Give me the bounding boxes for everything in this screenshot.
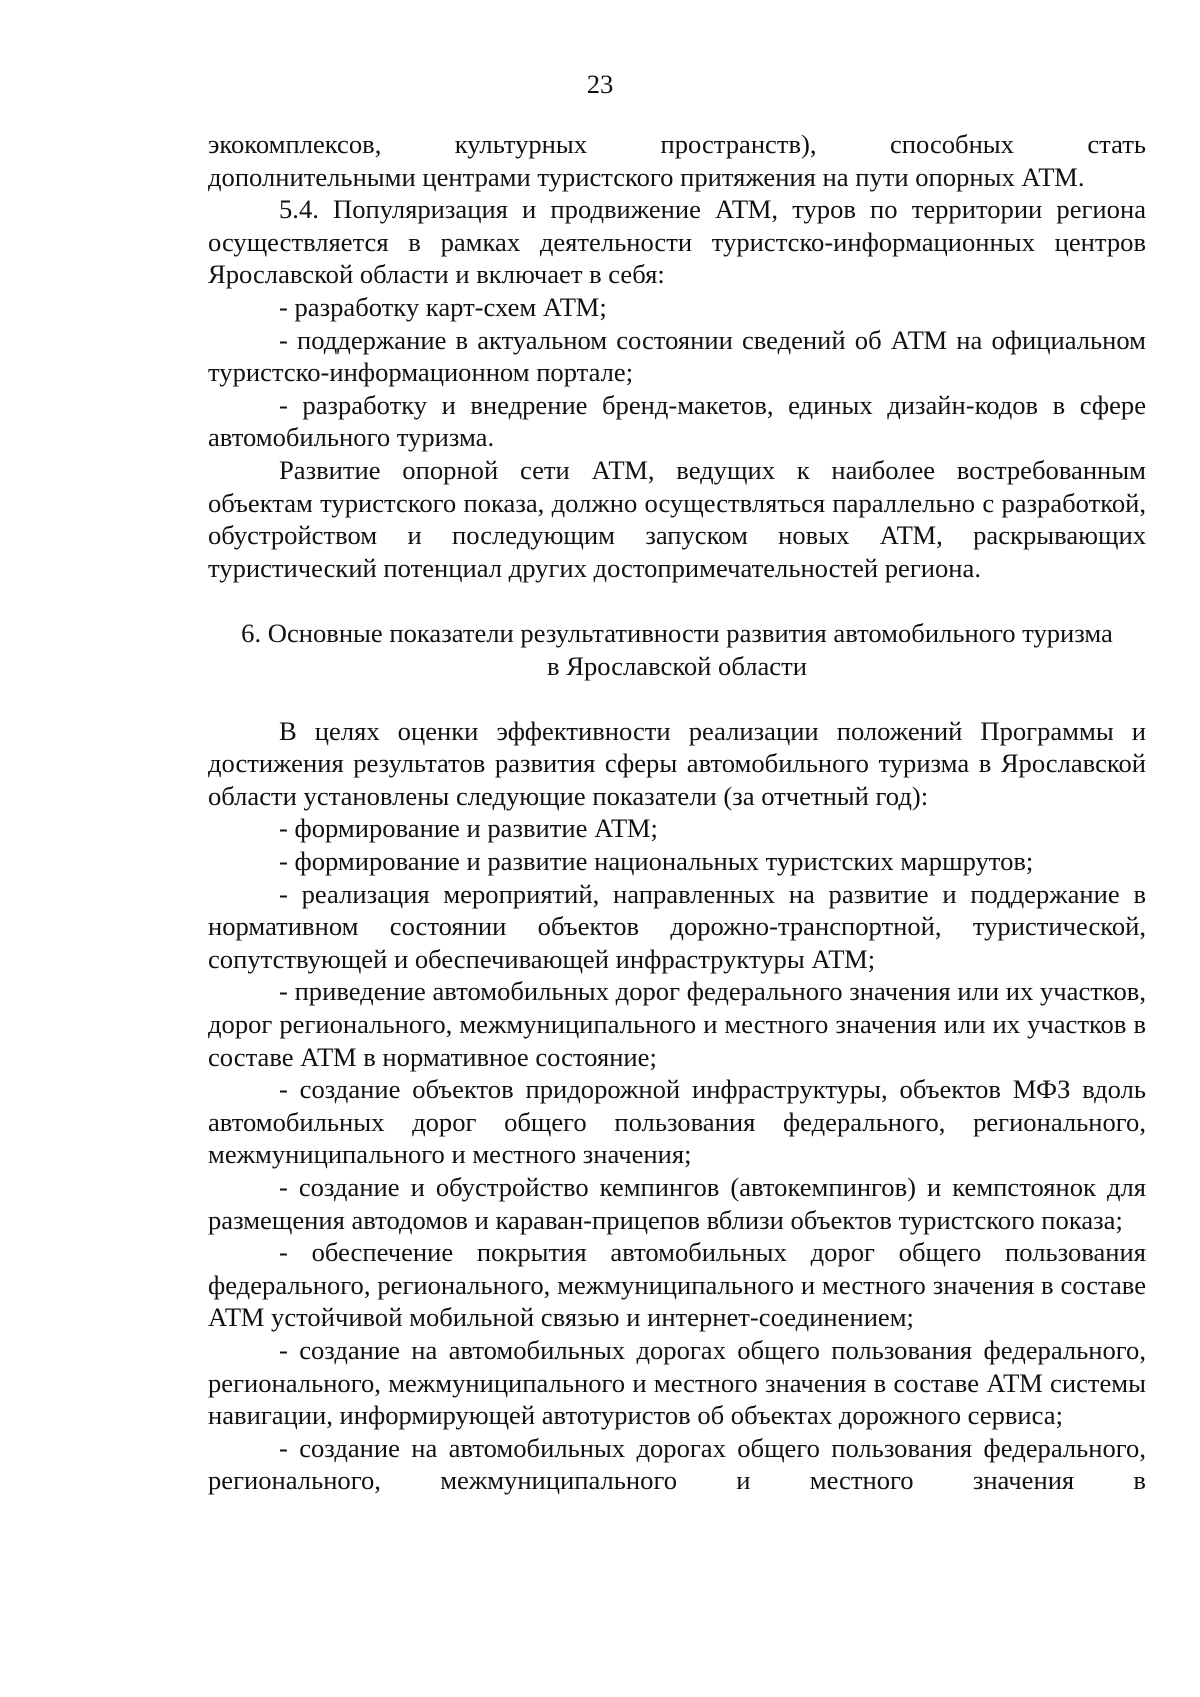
paragraph-5-4: 5.4. Популяризация и продвижение АТМ, туров по территории региона осуществляется в рамках деятельности туристско-информационных центров Ярославской области и включает в себя: [208, 194, 1146, 290]
list-item: - поддержание в актуальном состоянии сведений об АТМ на официальном туристско-информационном портале; [208, 324, 1146, 388]
paragraph-network: Развитие опорной сети АТМ, ведущих к наиболее востребованным объектам туристского показа, должно осуществляться параллельно с разработкой, обустройством и последующим запуском новых АТМ, раскрывающих туристический потенциал других достопримечательностей региона. [208, 454, 1146, 583]
indicator-item: - создание на автомобильных дорогах общего пользования федерального, регионального, межмуниципального и местного значения в составе АТМ системы навигации, информирующей автотуристов об объектах дорожного сервиса; [208, 1334, 1146, 1431]
indicator-item: - обеспечение покрытия автомобильных дорог общего пользования федерального, регионального, межмуниципального и местного значения в составе АТМ устойчивой мобильной связью и интернет-соединением; [208, 1237, 1146, 1333]
list-item: - разработку карт-схем АТМ; [279, 291, 607, 322]
indicator-item: - формирование и развитие АТМ; [279, 813, 658, 844]
indicator-item: - создание и обустройство кемпингов (автокемпингов) и кемпстоянок для размещения автодомов и караван-прицепов вблизи объектов туристского показа; [208, 1172, 1146, 1235]
page-number: 23 [586, 69, 614, 99]
indicator-item: - формирование и развитие национальных туристских маршрутов; [279, 846, 1034, 877]
paragraph-intro: В целях оценки эффективности реализации положений Программы и достижения результатов развития сферы автомобильного туризма в Ярославской области установлены следующие показатели (за отчетный год): [208, 715, 1146, 811]
indicator-item: - реализация мероприятий, направленных на развитие и поддержание в нормативном состоянии объектов дорожно-транспортной, туристической, сопутствующей и обеспечивающей инфраструктуры АТМ; [208, 878, 1146, 974]
section-heading-line-2: в Ярославской области [547, 650, 807, 681]
list-item: - разработку и внедрение бренд-макетов, единых дизайн-кодов в сфере автомобильного туризма. [208, 389, 1146, 453]
continuation-line-1: экокомплексов, культурных пространств), способных стать [208, 129, 1146, 159]
section-heading-line-1: 6. Основные показатели результативности развития автомобильного туризма [241, 617, 1113, 648]
continuation-line-2: дополнительными центрами туристского притяжения на пути опорных АТМ. [208, 161, 1085, 192]
document-body [208, 128, 1146, 1497]
indicator-item: - создание объектов придорожной инфраструктуры, объектов МФЗ вдоль автомобильных дорог общего пользования федерального, регионального, межмуниципального и местного значения; [208, 1074, 1146, 1170]
indicator-item: - приведение автомобильных дорог федерального значения или их участков, дорог регионального, межмуниципального и местного значения или их участков в составе АТМ в нормативное состояние; [208, 976, 1146, 1072]
indicator-item: - создание на автомобильных дорогах общего пользования федерального, регионального, межмуниципального и местного значения в [208, 1432, 1146, 1496]
